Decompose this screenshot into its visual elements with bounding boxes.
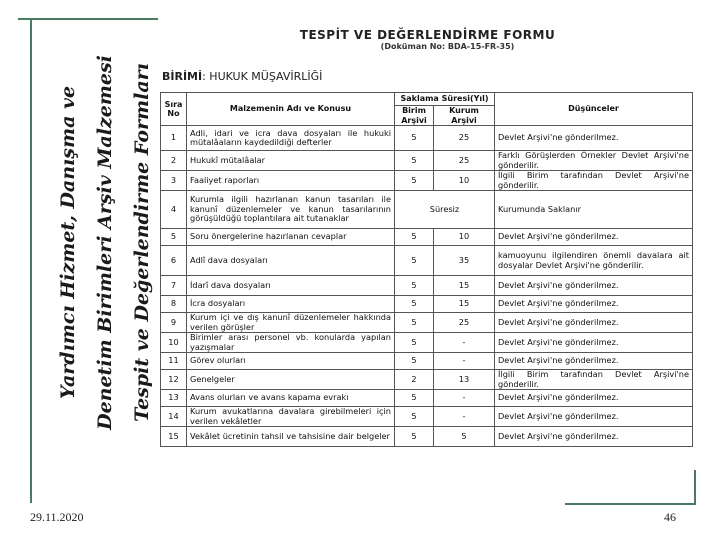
row-note: Devlet Arşivi'ne gönderilmez. (495, 313, 693, 333)
table-row (161, 246, 693, 276)
header-sira-no: Sıra No (161, 93, 187, 126)
row-note: kamuoyunu ilgilendiren önemli davalara ait dosyalar Devlet Arşivi'ne gönderilir. (495, 246, 693, 276)
row-unit-archive: 5 (395, 229, 434, 246)
row-material-name: Genelgeler (187, 370, 395, 390)
table-row (161, 171, 693, 191)
table-row (161, 407, 693, 427)
row-note: Farklı Görüşlerden Örnekler Devlet Arşivi'ne gönderilir. (495, 151, 693, 171)
header-dusunceler: Düşünceler (495, 93, 693, 126)
table-row (161, 313, 693, 333)
row-number: 11 (161, 353, 187, 370)
row-note: Devlet Arşivi'ne gönderilmez. (495, 276, 693, 296)
table-row (161, 333, 693, 353)
row-unit-archive: 5 (395, 246, 434, 276)
row-material-name: Kurumla ilgili hazırlanan kanun tasarıları ile kanunî düzenlemeler ve kanun tasarılarının görüşüldüğü toplantılara ait tutanaklar (187, 191, 395, 229)
footer-page-number: 46 (664, 510, 676, 524)
row-institution-archive: 25 (434, 151, 495, 171)
row-material-name: Soru önergelerine hazırlanan cevaplar (187, 229, 395, 246)
row-number: 1 (161, 126, 187, 151)
row-number: 2 (161, 151, 187, 171)
table-row (161, 427, 693, 447)
row-unit-archive: 5 (395, 390, 434, 407)
form-title: TESPİT VE DEĞERLENDİRME FORMU (299, 28, 556, 42)
row-number: 3 (161, 171, 187, 191)
row-unit-archive: 5 (395, 313, 434, 333)
row-number: 12 (161, 370, 187, 390)
row-number: 5 (161, 229, 187, 246)
row-note: Devlet Arşivi'ne gönderilmez. (495, 390, 693, 407)
unit-line: BİRİMİ: HUKUK MÜŞAVİRLİĞİ (162, 70, 323, 83)
row-unit-archive: 5 (395, 333, 434, 353)
row-unit-archive: 5 (395, 407, 434, 427)
row-institution-archive: - (434, 333, 495, 353)
row-institution-archive: - (434, 390, 495, 407)
row-institution-archive: - (434, 407, 495, 427)
row-material-name: İcra dosyaları (187, 296, 395, 313)
row-note: Devlet Arşivi'ne gönderilmez. (495, 296, 693, 313)
frame-bottom-line (565, 503, 695, 505)
slide-title-line-1: Yardımcı Hizmet, Danışma ve (57, 85, 79, 400)
row-unit-archive: 5 (395, 151, 434, 171)
row-unit-archive: 5 (395, 171, 434, 191)
row-number: 14 (161, 407, 187, 427)
row-number: 6 (161, 246, 187, 276)
row-note: İlgili Birim tarafından Devlet Arşivi'ne gönderilir. (495, 370, 693, 390)
row-note: Devlet Arşivi'ne gönderilmez. (495, 353, 693, 370)
table-row (161, 370, 693, 390)
row-retention-merged: Süresiz (395, 191, 495, 229)
row-number: 9 (161, 313, 187, 333)
slide-title (48, 20, 163, 465)
row-material-name: Faaliyet raporları (187, 171, 395, 191)
row-number: 8 (161, 296, 187, 313)
row-institution-archive: 5 (434, 427, 495, 447)
row-number: 15 (161, 427, 187, 447)
row-note: Devlet Arşivi'ne gönderilmez. (495, 126, 693, 151)
slide-title-line-2: Denetim Birimleri Arşiv Malzemesi (94, 55, 116, 430)
table-row (161, 151, 693, 171)
row-unit-archive: 5 (395, 353, 434, 370)
row-note: Devlet Arşivi'ne gönderilmez. (495, 333, 693, 353)
row-material-name: Hukukî mütalâalar (187, 151, 395, 171)
row-unit-archive: 5 (395, 126, 434, 151)
row-note: Devlet Arşivi'ne gönderilmez. (495, 229, 693, 246)
header-birim-arsivi: Birim Arşivi (395, 106, 434, 126)
row-institution-archive: 10 (434, 229, 495, 246)
row-material-name: Kurum içi ve dış kanunî düzenlemeler hakkında verilen görüşler (187, 313, 395, 333)
frame-left-line (30, 18, 32, 503)
row-number: 7 (161, 276, 187, 296)
table-body (161, 126, 693, 447)
evaluation-table (160, 92, 693, 447)
row-material-name: Adlî dava dosyaları (187, 246, 395, 276)
row-note: Devlet Arşivi'ne gönderilmez. (495, 407, 693, 427)
row-institution-archive: 25 (434, 313, 495, 333)
row-institution-archive: - (434, 353, 495, 370)
row-material-name: Vekâlet ücretinin tahsil ve tahsisine dair belgeler (187, 427, 395, 447)
table-row (161, 353, 693, 370)
row-number: 4 (161, 191, 187, 229)
table-row (161, 276, 693, 296)
header-saklama-suresi: Saklama Süresi(Yıl) (395, 93, 495, 106)
row-institution-archive: 15 (434, 296, 495, 313)
footer-date: 29.11.2020 (30, 510, 84, 524)
table-row (161, 229, 693, 246)
table-row (161, 390, 693, 407)
form-document-number: (Doküman No: BDA-15-FR-35) (380, 42, 515, 51)
evaluation-form (160, 22, 695, 477)
row-institution-archive: 35 (434, 246, 495, 276)
table-row (161, 296, 693, 313)
row-material-name: Görev olurları (187, 353, 395, 370)
row-number: 13 (161, 390, 187, 407)
row-material-name: Birimler arası personel vb. konularda yapılan yazışmalar (187, 333, 395, 353)
row-institution-archive: 15 (434, 276, 495, 296)
row-note: İlgili Birim tarafından Devlet Arşivi'ne gönderilir. (495, 171, 693, 191)
row-institution-archive: 10 (434, 171, 495, 191)
row-unit-archive: 2 (395, 370, 434, 390)
table-row (161, 126, 693, 151)
row-number: 10 (161, 333, 187, 353)
row-institution-archive: 25 (434, 126, 495, 151)
header-kurum-arsivi: Kurum Arşivi (434, 106, 495, 126)
row-unit-archive: 5 (395, 276, 434, 296)
row-unit-archive: 5 (395, 427, 434, 447)
row-material-name: Adli, idari ve icra dava dosyaları ile hukuki mütalâaların kaydedildiği defterler (187, 126, 395, 151)
row-unit-archive: 5 (395, 296, 434, 313)
slide-title-line-3: Tespit ve Değerlendirme Formları (131, 63, 153, 422)
row-material-name: Kurum avukatlarına davalara girebilmeleri için verilen vekâletler (187, 407, 395, 427)
row-note: Devlet Arşivi'ne gönderilmez. (495, 427, 693, 447)
unit-label: BİRİMİ (162, 70, 203, 83)
header-malzeme: Malzemenin Adı ve Konusu (187, 93, 395, 126)
row-material-name: Avans olurları ve avans kapama evrakı (187, 390, 395, 407)
table-row (161, 191, 693, 229)
row-institution-archive: 13 (434, 370, 495, 390)
row-note: Kurumunda Saklanır (495, 191, 693, 229)
unit-value: HUKUK MÜŞAVİRLİĞİ (209, 70, 323, 83)
row-material-name: İdarî dava dosyaları (187, 276, 395, 296)
